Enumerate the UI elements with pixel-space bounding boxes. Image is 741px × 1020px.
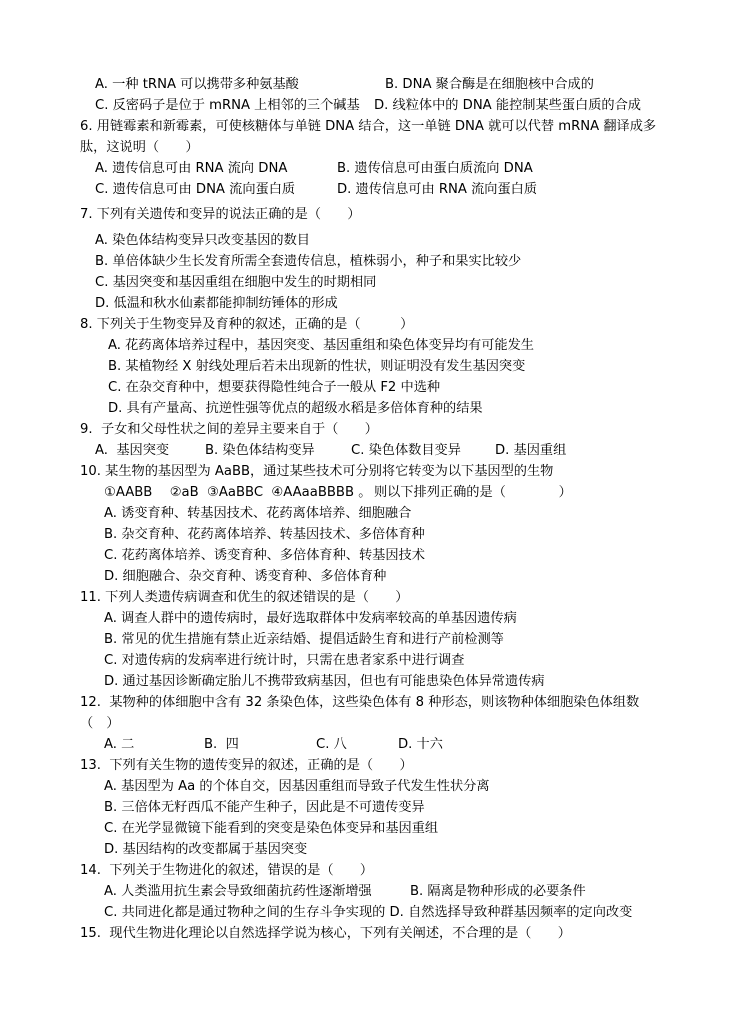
question-stem: 15. 现代生物进化理论以自然选择学说为核心，下列有关阐述，不合理的是（ ） bbox=[80, 926, 571, 941]
option-line: D. 具有产量高、抗逆性强等优点的超级水稻是多倍体育种的结果 bbox=[108, 401, 483, 416]
question-stem: 10. 某生物的基因型为 AaBB，通过某些技术可分别将它转变为以下基因型的生物 bbox=[80, 464, 554, 479]
option-line: C. 在光学显微镜下能看到的突变是染色体变异和基因重组 bbox=[104, 821, 439, 836]
question-stem: 11. 下列人类遗传病调查和优生的叙述错误的是（ ） bbox=[80, 590, 409, 605]
option-line: B. 杂交育种、花药离体培养、转基因技术、多倍体育种 bbox=[104, 527, 425, 542]
option-line: A. 基因突变 B. 染色体结构变异 C. 染色体数目变异 D. 基因重组 bbox=[95, 443, 567, 458]
option-line: A. 遗传信息可由 RNA 流向 DNA B. 遗传信息可由蛋白质流向 DNA bbox=[95, 161, 533, 176]
option-line: C. 基因突变和基因重组在细胞中发生的时期相同 bbox=[95, 275, 377, 290]
option-line: D. 通过基因诊断确定胎儿不携带致病基因，但也有可能患染色体异常遗传病 bbox=[104, 674, 545, 689]
option-line: A. 人类滥用抗生素会导致细菌抗药性逐渐增强 B. 隔离是物种形成的必要条件 bbox=[104, 884, 586, 899]
question-stem: 9. 子女和父母性状之间的差异主要来自于（ ） bbox=[80, 422, 378, 437]
option-line: D. 细胞融合、杂交育种、诱变育种、多倍体育种 bbox=[104, 569, 387, 584]
option-line: C. 花药离体培养、诱变育种、多倍体育种、转基因技术 bbox=[104, 548, 425, 563]
option-line: C. 共同进化都是通过物种之间的生存斗争实现的 D. 自然选择导致种群基因频率的定向改变 bbox=[104, 905, 633, 920]
option-line: A. 诱变育种、转基因技术、花药离体培养、细胞融合 bbox=[104, 506, 412, 521]
option-line: A. 花药离体培养过程中，基因突变、基因重组和染色体变异均有可能发生 bbox=[108, 338, 534, 353]
option-line: C. 遗传信息可由 DNA 流向蛋白质 D. 遗传信息可由 RNA 流向蛋白质 bbox=[95, 182, 538, 197]
option-line: A. 二 B. 四 C. 八 D. 十六 bbox=[104, 737, 443, 752]
option-line: B. 常见的优生措施有禁止近亲结婚、提倡适龄生育和进行产前检测等 bbox=[104, 632, 504, 647]
question-stem: 12. 某物种的体细胞中含有 32 条染色体，这些染色体有 8 种形态，则该物种体细胞染色体组数 bbox=[80, 695, 640, 710]
option-line: C. 在杂交育种中，想要获得隐性纯合子一般从 F2 中选种 bbox=[108, 380, 441, 395]
option-line: C. 反密码子是位于 mRNA 上相邻的三个碱基 D. 线粒体中的 DNA 能控制某些蛋白质的合成 bbox=[95, 98, 641, 113]
question-stem: 14. 下列关于生物进化的叙述，错误的是（ ） bbox=[80, 863, 374, 878]
option-line: A. 调查人群中的遗传病时，最好选取群体中发病率较高的单基因遗传病 bbox=[104, 611, 517, 626]
question-stem: 肽，这说明（ ） bbox=[80, 140, 199, 155]
option-line: D. 基因结构的改变都属于基因突变 bbox=[104, 842, 308, 857]
option-line: D. 低温和秋水仙素都能抑制纺锤体的形成 bbox=[95, 296, 338, 311]
option-line: A. 基因型为 Aa 的个体自交，因基因重组而导致子代发生性状分离 bbox=[104, 779, 490, 794]
option-line: A. 染色体结构变异只改变基因的数目 bbox=[95, 233, 310, 248]
question-stem: （ ） bbox=[80, 716, 120, 731]
question-stem: 6. 用链霉素和新霉素，可使核糖体与单链 DNA 结合，这一单链 DNA 就可以代替 mRNA 翻译成多 bbox=[80, 119, 657, 134]
option-line: B. 单倍体缺少生长发育所需全套遗传信息，植株弱小，种子和果实比较少 bbox=[95, 254, 522, 269]
question-stem: ①AABB ②aB ③AaBBC ④AAaaBBBB 。 则以下排列正确的是（ ） bbox=[104, 485, 572, 500]
option-line: B. 三倍体无籽西瓜不能产生种子，因此是不可遗传变异 bbox=[104, 800, 425, 815]
question-stem: 8. 下列关于生物变异及育种的叙述，正确的是（ ） bbox=[80, 317, 414, 332]
option-line: A. 一种 tRNA 可以携带多种氨基酸 B. DNA 聚合酶是在细胞核中合成的 bbox=[95, 77, 594, 92]
question-stem: 13. 下列有关生物的遗传变异的叙述，正确的是（ ） bbox=[80, 758, 413, 773]
option-line: B. 某植物经 X 射线处理后若未出现新的性状，则证明没有发生基因突变 bbox=[108, 359, 526, 374]
question-stem: 7. 下列有关遗传和变异的说法正确的是（ ） bbox=[80, 207, 361, 222]
option-line: C. 对遗传病的发病率进行统计时，只需在患者家系中进行调查 bbox=[104, 653, 465, 668]
